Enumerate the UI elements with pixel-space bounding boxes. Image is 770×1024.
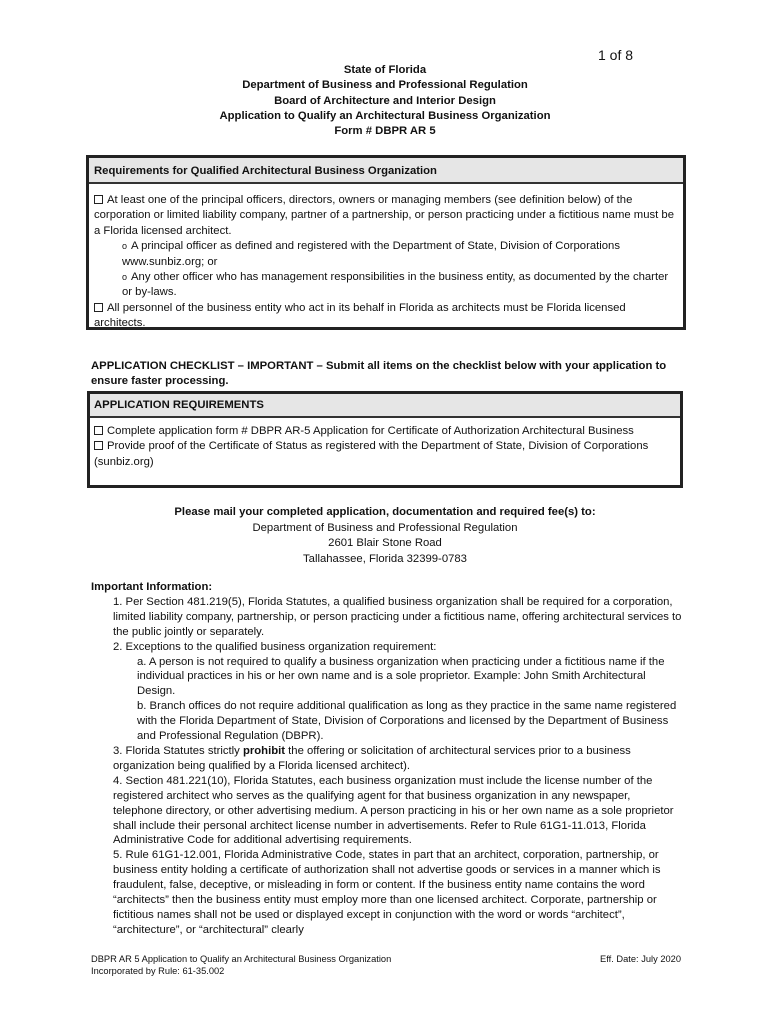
requirement-sub-item-2 <box>94 270 678 301</box>
page-number: 1 of 8 <box>598 47 634 63</box>
checklist-title: APPLICATION CHECKLIST – IMPORTANT – Submit all items on the checklist below with your application to ensure faster processing. <box>91 360 667 388</box>
important-item-2b: b. Branch offices do not require additional qualification as long as they practice in the same name registered with the Florida Department of State, Division of Corporations and licensed by the Department of Business and Professional Regulation (DBPR). <box>137 700 677 743</box>
checkbox-icon <box>94 441 103 450</box>
important-item-3 <box>91 744 683 774</box>
important-item-2a: a. A person is not required to qualify a business organization when practicing under a fictitious name if the individual practices in his or her own name and is a sole proprietor. Example: John Smith Architectural Design. <box>137 655 665 698</box>
important-item-4: 4. Section 481.221(10), Florida Statutes, each business organization must include the license number of the registered architect who serves as the qualifying agent for that business organization in any newspaper, telephone directory, or other advertising medium. A person practicing in his or her own name as a sole proprietor shall include their personal architect license number in advertisements. Refer to Rule 61G1-11.013, Florida Administrative Code for additional advertising requirements. <box>113 774 674 847</box>
header-form-title: Application to Qualify an Architectural Business Organization <box>219 109 551 122</box>
application-box-title: APPLICATION REQUIREMENTS <box>90 394 680 418</box>
requirement-item-1-text: At least one of the principal officers, directors, owners or managing members (see definition below) of the corporation or limited liability company, partner of a partnership, or person practicing under a fictitious name must be a Florida licensed architect. <box>94 194 674 237</box>
document-header <box>0 63 770 139</box>
requirement-sub-item-1 <box>94 239 678 270</box>
mail-heading: Please mail your completed application, documentation and required fee(s) to: <box>174 506 596 518</box>
footer-effective-date: Eff. Date: July 2020 <box>600 954 681 964</box>
important-item-2: 2. Exceptions to the qualified business organization requirement: <box>113 640 437 653</box>
requirements-box-title: Requirements for Qualified Architectural Business Organization <box>89 158 683 184</box>
bullet-circle-icon: o <box>122 241 128 252</box>
mail-department: Department of Business and Professional Regulation <box>252 521 518 534</box>
page-footer <box>91 953 681 977</box>
checkbox-icon <box>94 426 103 435</box>
footer-left <box>91 953 391 977</box>
bullet-circle-icon: o <box>122 272 128 283</box>
header-department: Department of Business and Professional Regulation <box>242 79 528 92</box>
important-item-1: 1. Per Section 481.219(5), Florida Statutes, a qualified business organization shall be required for a corporation, limited liability company, partnership, or person practicing under a fictitious name, offering architectural services to the public jointly or separately. <box>113 595 682 638</box>
important-item-5: 5. Rule 61G1-12.001, Florida Administrative Code, states in part that an architect, corporation, partnership, or business entity holding a certificate of authorization shall not advertise goods or services in a manner which is fraudulent, false, deceptive, or misleading in form or content. If the business entity name contains the word “architects” then the business entity must employ more than one licensed architect. Corporate, partnership or fictitious names shall not be used or displayed except in conjunction with the word or words “architect”, “architecture”, or “architectural” clearly <box>113 849 661 936</box>
requirement-item-2-text: All personnel of the business entity who act in its behalf in Florida as architects must be Florida licensed architects. <box>94 301 626 330</box>
important-item-3-pre: 3. Florida Statutes strictly <box>113 744 243 757</box>
requirement-item-2 <box>94 301 678 332</box>
checkbox-icon <box>94 303 103 312</box>
footer-rule: Incorporated by Rule: 61-35.002 <box>91 966 225 976</box>
mail-street: 2601 Blair Stone Road <box>328 537 442 549</box>
requirement-sub-item-2-text: Any other officer who has management responsibilities in the business entity, as documented by the charter or by-laws. <box>122 271 669 299</box>
header-form-number: Form # DBPR AR 5 <box>334 125 436 138</box>
requirements-box <box>86 155 686 330</box>
requirement-item-1 <box>94 193 678 239</box>
mailing-address-block <box>0 505 770 567</box>
application-requirements-box <box>87 391 683 488</box>
important-item-3-post: the offering or solicitation of architectural services prior to a business organization being qualified by a Florida licensed architect). <box>113 744 631 772</box>
application-item-1-text: Complete application form # DBPR AR-5 Application for Certificate of Authorization Architectural Business <box>107 425 634 437</box>
footer-form-name: DBPR AR 5 Application to Qualify an Architectural Business Organization <box>91 954 392 964</box>
requirement-sub-item-1-text: A principal officer as defined and registered with the Department of State, Division of Corporations www.sunbiz.org; or <box>122 240 620 268</box>
mail-city: Tallahassee, Florida 32399-0783 <box>303 552 467 565</box>
requirements-box-body <box>89 184 683 332</box>
header-board: Board of Architecture and Interior Design <box>274 94 496 107</box>
important-item-3-bold: prohibit <box>242 744 286 757</box>
application-item-2 <box>94 439 676 470</box>
header-state: State of Florida <box>343 64 427 76</box>
important-title: Important Information: <box>91 581 213 593</box>
application-item-2-text: Provide proof of the Certificate of Status as registered with the Department of State, Division of Corporations (sunbiz.org) <box>94 440 649 468</box>
application-box-body <box>90 418 680 470</box>
application-item-1 <box>94 424 676 439</box>
checkbox-icon <box>94 195 103 204</box>
important-information <box>91 580 683 938</box>
